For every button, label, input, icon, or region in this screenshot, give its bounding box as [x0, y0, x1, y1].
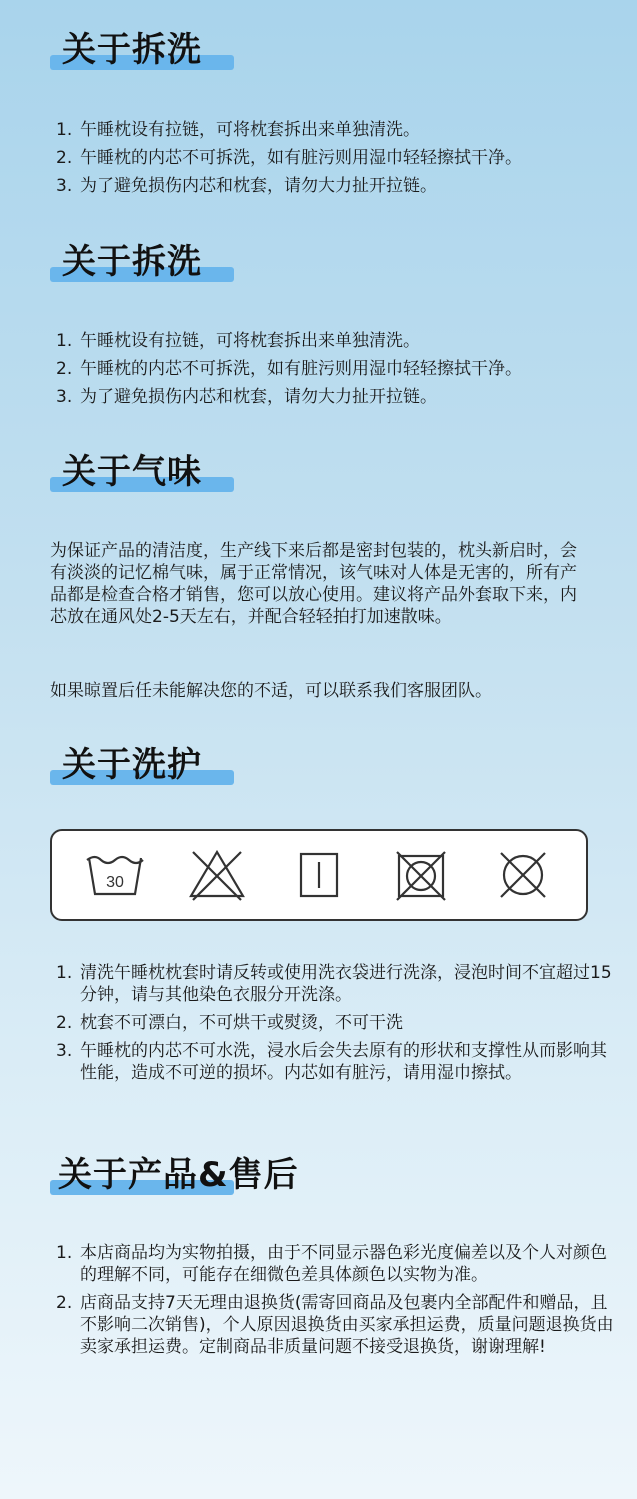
- wash-temperature-label: 30: [106, 874, 124, 891]
- section-title: 关于拆洗: [62, 30, 202, 70]
- section-heading-disassembly-1: [50, 30, 202, 70]
- list-item: 2. 午睡枕的内芯不可拆洗，如有脏污则用湿巾轻轻擦拭干净。: [56, 359, 522, 379]
- section-heading-care: [50, 745, 202, 785]
- odor-paragraph: 为保证产品的清洁度，生产线下来后都是密封包装的，枕头新启时，会有淡淡的记忆棉气味，属于正常情况，该气味对人体是无害的，所有产品都是检查合格才销售，您可以放心使用。建议将产品外套取下来，内芯放在通风处2-5天左右，并配合轻轻拍打加速散味。: [50, 541, 577, 627]
- disassembly-list-1: [56, 119, 616, 203]
- no-dry-clean-icon: [491, 846, 555, 904]
- list-item: 2. 店商品支持7天无理由退换货(需寄回商品及包裹内全部配件和赠品，且不影响二次销售)，个人原因退换货由买家承担运费，质量问题退换货由卖家承担运费。定制商品非质量问题不接受退换货，谢谢理解!: [56, 1293, 614, 1357]
- list-item: 1. 午睡枕设有拉链，可将枕套拆出来单独清洗。: [56, 331, 420, 351]
- disassembly-list-2: [56, 330, 616, 414]
- section-heading-after-sales: [50, 1155, 299, 1195]
- list-item: 3. 为了避免损伤内芯和枕套，请勿大力扯开拉链。: [56, 176, 437, 196]
- odor-contact-paragraph: 如果晾置后任未能解决您的不适，可以联系我们客服团队。: [50, 681, 492, 701]
- list-item: 1. 午睡枕设有拉链，可将枕套拆出来单独清洗。: [56, 120, 420, 140]
- wash-30-icon: [83, 846, 147, 904]
- section-title: 关于产品&售后: [58, 1155, 299, 1195]
- list-item: 3. 为了避免损伤内芯和枕套，请勿大力扯开拉链。: [56, 387, 437, 407]
- section-title: 关于拆洗: [62, 242, 202, 282]
- list-item: 1. 本店商品均为实物拍摄，由于不同显示器色彩光度偏差以及个人对颜色的理解不同，可能存在细微色差具体颜色以实物为准。: [56, 1243, 607, 1285]
- section-title: 关于气味: [62, 452, 202, 492]
- no-bleach-icon: [185, 846, 249, 904]
- after-sales-list: [56, 1242, 616, 1364]
- tumble-dry-icon: [287, 846, 351, 904]
- list-item: 3. 午睡枕的内芯不可水洗，浸水后会失去原有的形状和支撑性从而影响其性能，造成不可逆的损坏。内芯如有脏污，请用湿巾擦拭。: [56, 1041, 607, 1083]
- section-heading-odor: [50, 452, 202, 492]
- section-heading-disassembly-2: [50, 242, 202, 282]
- care-symbols-panel: [50, 829, 588, 921]
- care-list: [56, 962, 616, 1090]
- list-item: 2. 枕套不可漂白，不可烘干或熨烫，不可干洗: [56, 1013, 403, 1033]
- no-tumble-dry-icon: [389, 846, 453, 904]
- list-item: 2. 午睡枕的内芯不可拆洗，如有脏污则用湿巾轻轻擦拭干净。: [56, 148, 522, 168]
- section-title: 关于洗护: [62, 745, 202, 785]
- list-item: 1. 清洗午睡枕枕套时请反转或使用洗衣袋进行洗涤，浸泡时间不宜超过15分钟，请与其他染色衣服分开洗涤。: [56, 963, 612, 1005]
